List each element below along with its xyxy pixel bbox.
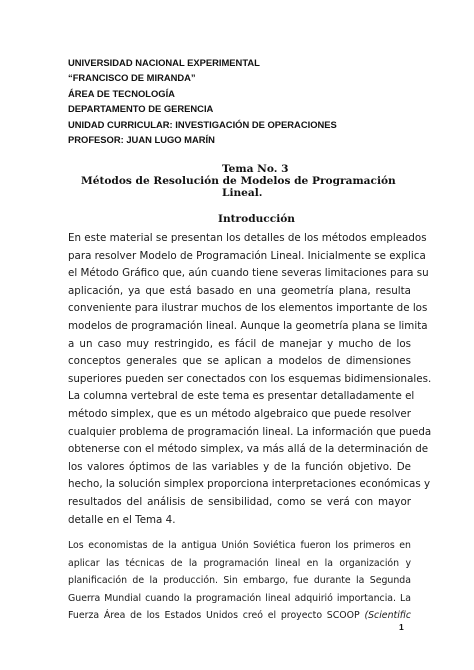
paragraph-line: conceptos generales que se aplican a modelos de dimensiones xyxy=(68,355,411,368)
title-block xyxy=(68,163,408,199)
title-line-2: Métodos de Resolución de Modelos de Programación xyxy=(81,175,396,187)
paragraph-line: hecho, la solución simplex proporciona interpretaciones económicas y xyxy=(68,478,431,491)
paragraph-line: superiores pueden ser conectados con los esquemas bidimensionales. xyxy=(68,372,432,385)
header-institution-name: “FRANCISCO DE MIRANDA” xyxy=(68,72,196,84)
italic-term: (Scientific xyxy=(364,610,412,622)
paragraph-line: aplicar las técnicas de la programación lineal en la organización y xyxy=(68,557,411,569)
paragraph-line-text: Fuerza Área de los Estados Unidos creó el proyecto SCOOP xyxy=(68,610,360,622)
title-topic-number: Tema No. 3 xyxy=(222,163,289,175)
paragraph-line: a un caso muy restringido, es fácil de manejar y mucho de los xyxy=(68,337,411,350)
paragraph-line: cualquier problema de programación lineal. La información que pueda xyxy=(68,425,432,438)
paragraph-line: método simplex, que es un método algebraico que puede resolver xyxy=(68,407,411,420)
paragraph-line: los valores óptimos de las variables y de la función objetivo. De xyxy=(68,460,411,473)
header-professor: PROFESOR: JUAN LUGO MARÍN xyxy=(68,134,215,146)
paragraph-line: Los economistas de la antigua Unión Soviética fueron los primeros en xyxy=(68,540,411,551)
paragraph-line: aplicación, ya que está basado en una geometría plana, resulta xyxy=(68,284,411,297)
paragraph-line: para resolver Modelo de Programación Lineal. Inicialmente se explica xyxy=(68,249,426,262)
title-line-3: Lineal. xyxy=(222,187,263,199)
header-university: UNIVERSIDAD NACIONAL EXPERIMENTAL xyxy=(68,57,260,68)
paragraph-line: La columna vertebral de este tema es presentar detalladamente el xyxy=(68,390,415,403)
paragraph-line-with-italic xyxy=(68,607,411,625)
header-department: DEPARTAMENTO DE GERENCIA xyxy=(68,103,214,115)
paragraph-line: planificación de la producción. Sin embargo, fue durante la Segunda xyxy=(68,575,411,587)
paragraph-intro xyxy=(68,230,432,529)
paragraph-line: el Método Gráfico que, aún cuando tiene severas limitaciones para su xyxy=(68,267,429,280)
header-course-unit: UNIDAD CURRICULAR: INVESTIGACIÓN DE OPERACIONES xyxy=(68,118,337,130)
paragraph-history xyxy=(68,537,411,625)
paragraph-line: En este material se presentan los detalles de los métodos empleados xyxy=(68,232,427,244)
section-heading: Introducción xyxy=(218,213,296,225)
header-block xyxy=(68,55,428,147)
paragraph-line: obtenerse con el método simplex, va más allá de la determinación de xyxy=(68,443,429,456)
paragraph-line: resultados del análisis de sensibilidad, como se verá con mayor xyxy=(68,495,411,508)
page-number: 1 xyxy=(399,622,404,632)
paragraph-line: modelos de programación lineal. Aunque la geometría plana se limita xyxy=(68,319,428,332)
paragraph-line: detalle en el Tema 4. xyxy=(68,513,176,526)
header-area: ÁREA DE TECNOLOGÍA xyxy=(68,87,175,99)
paragraph-line: Guerra Mundial cuando la programación lineal adquirió importancia. La xyxy=(68,592,411,604)
paragraph-line: conveniente para ilustrar muchos de los elementos importante de los xyxy=(68,302,428,315)
